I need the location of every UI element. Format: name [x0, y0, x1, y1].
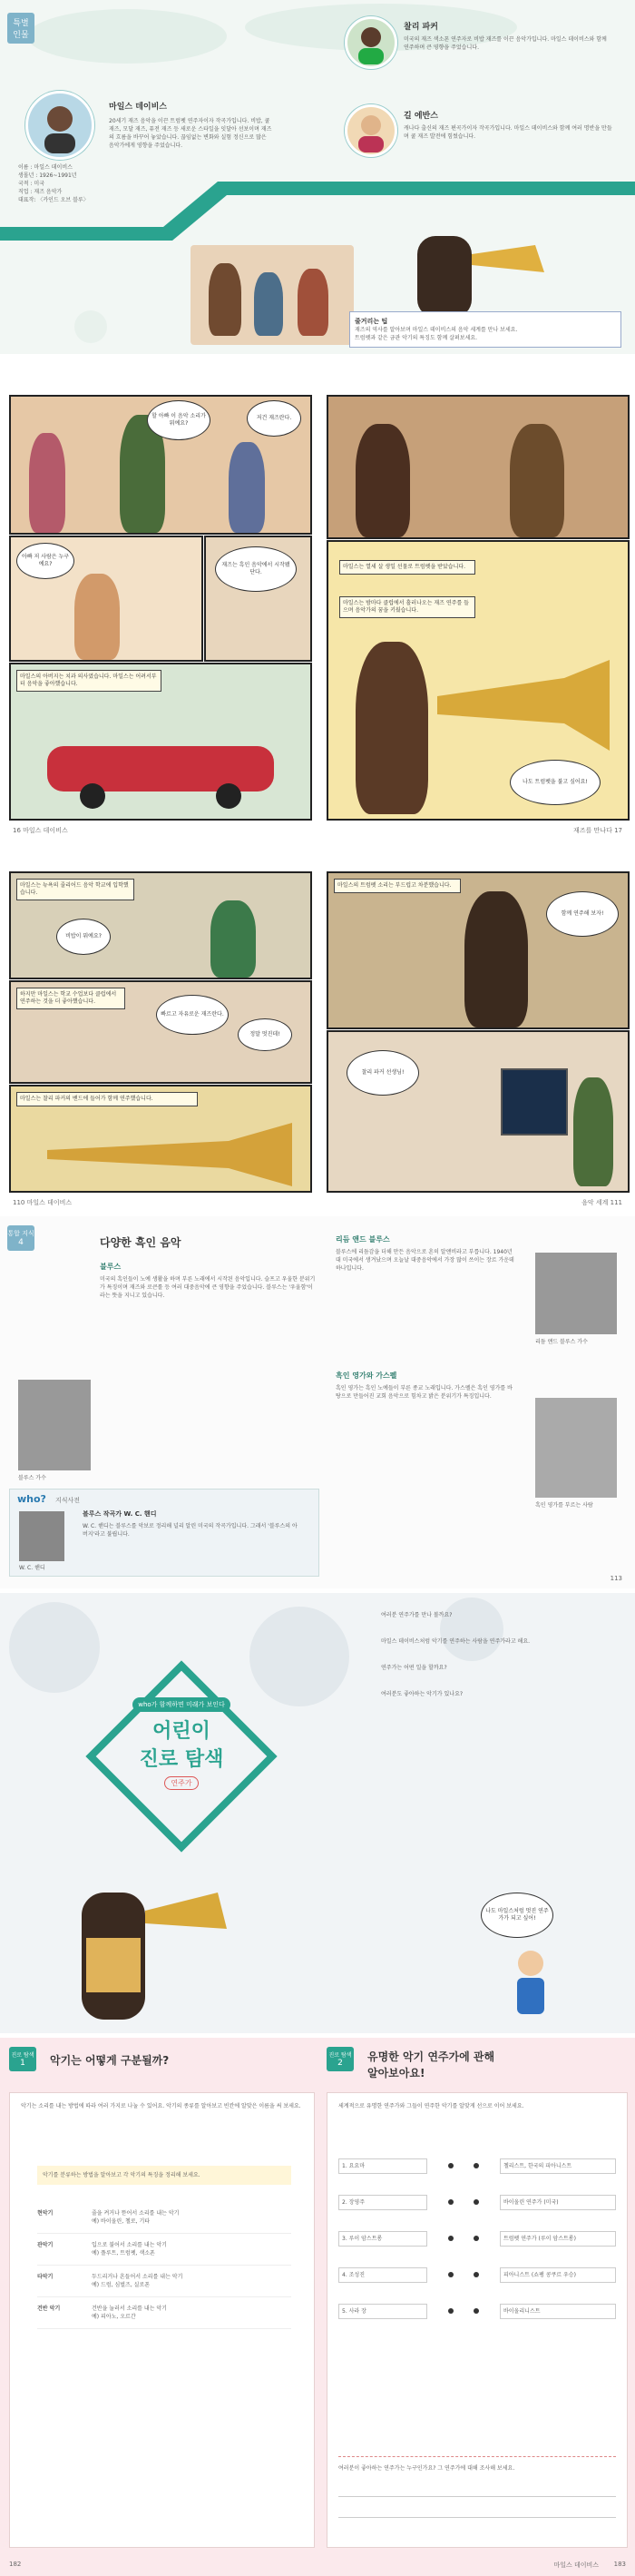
- category-info: [92, 2273, 291, 2289]
- comic-panel: [9, 980, 312, 1084]
- tag-text: 진로 탐색: [11, 2052, 34, 2059]
- comic-caption: 마일스는 뉴욕의 줄리어드 음악 학교에 입학했습니다.: [16, 879, 134, 900]
- speech-bubble: 나도 마일스처럼 멋진 연주가가 되고 싶어!: [481, 1893, 553, 1938]
- match-dot[interactable]: [448, 2163, 454, 2168]
- player-name: 3. 루이 암스트롱: [338, 2231, 427, 2247]
- comic-caption: 마일스는 찰리 파커의 밴드에 들어가 함께 연주했습니다.: [16, 1092, 198, 1106]
- intro-illustration: [190, 245, 354, 345]
- illustrated-figure: [254, 272, 283, 336]
- person3-bio: 캐나다 출신의 재즈 편곡가이자 작곡가입니다. 마일스 데이비스와 함께 여러 명반을 만들며 쿨 재즈 발전에 힘썼습니다.: [404, 125, 612, 140]
- who-box: [9, 1489, 319, 1577]
- career-question: 연주가는 어떤 일을 할까요?: [381, 1665, 447, 1671]
- page-number: 110: [13, 1199, 25, 1206]
- page-number-left: [13, 826, 68, 835]
- worksheet-tag: [9, 2047, 36, 2071]
- sec1-block: [100, 1262, 318, 1300]
- tip-item: 트럼펫과 같은 금관 악기의 특징도 함께 살펴보세요.: [355, 335, 478, 341]
- person-icon: [347, 107, 395, 154]
- category-name: 관악기: [37, 2242, 54, 2248]
- category-name: 현악기: [37, 2210, 54, 2217]
- gil-evans-portrait: [345, 104, 397, 157]
- page-number: 113: [610, 1575, 622, 1582]
- comic-panel-sax: [327, 871, 630, 1029]
- page-header-label: 마일스 데이비스: [26, 1199, 73, 1206]
- person3-block: [404, 109, 612, 141]
- comic-panel: [327, 1030, 630, 1193]
- left-worksheet: [9, 2047, 313, 2568]
- handy-photo: [19, 1511, 64, 1561]
- profile-line: 생몰년 : 1926~1991년: [18, 172, 77, 179]
- match-dot[interactable]: [474, 2272, 479, 2277]
- who-label: who?: [17, 1493, 46, 1505]
- match-dot[interactable]: [448, 2236, 454, 2241]
- tag-number: 4: [18, 1238, 24, 1247]
- intro-section: [0, 0, 635, 354]
- rnb-photo: [535, 1253, 617, 1334]
- player-name: 2. 장영주: [338, 2195, 427, 2210]
- profile-card: [18, 163, 100, 204]
- photo-caption: 흑인 영가를 부르는 사람: [535, 1502, 593, 1509]
- player-name: 5. 사라 장: [338, 2304, 427, 2319]
- right-footer-text: 여러분이 좋아하는 연주가는 누구인가요? 그 연주가에 대해 조사해 보세요.: [338, 2465, 515, 2472]
- speech-bubble: 나도 트럼펫을 불고 싶어요!: [510, 760, 601, 805]
- person-icon: [347, 19, 395, 66]
- category-row: [37, 2297, 291, 2329]
- blues-photo: [18, 1380, 91, 1470]
- match-row: [338, 2293, 616, 2329]
- tag-number: 2: [337, 2059, 343, 2068]
- category-example: 예) 드럼, 심벌즈, 실로폰: [92, 2282, 151, 2288]
- match-row: [338, 2184, 616, 2220]
- tag-text: 통합 지식: [7, 1230, 34, 1237]
- tips-title: 줄거리는 팁: [355, 318, 388, 325]
- match-row: [338, 2148, 616, 2184]
- trumpet-player-icon: [36, 1856, 236, 2029]
- page-number: 182: [9, 2561, 22, 2568]
- category-desc: 줄을 켜거나 뜯어서 소리를 내는 악기: [92, 2210, 180, 2217]
- player-name: 4. 조성진: [338, 2267, 427, 2283]
- category-row: [37, 2266, 291, 2297]
- speech-bubble: 빠르고 자유로운 재즈란다.: [156, 995, 229, 1035]
- left-intro: 악기는 소리를 내는 방법에 따라 여러 가지로 나눌 수 있어요. 악기의 종류를 알아보고 빈칸에 알맞은 이름을 써 보세요.: [21, 2103, 301, 2109]
- career-section: [0, 1593, 635, 2033]
- tag-top-text: 특별: [13, 19, 29, 28]
- comic-character: [74, 574, 120, 660]
- category-name: 건반 악기: [37, 2306, 61, 2312]
- match-dot[interactable]: [474, 2163, 479, 2168]
- person2-block: [404, 20, 612, 52]
- trumpet-player-illustration: [36, 1856, 236, 2029]
- sec1-text: 미국의 흑인들이 노예 생활을 하며 부른 노래에서 시작된 음악입니다. 슬프고 우울한 분위기가 특징이며 재즈와 로큰롤 등 여러 대중음악에 큰 영향을 주었습니다. 블루스는 '우울함'이라는 뜻을 지니고 있습니다.: [100, 1276, 316, 1299]
- section-tag: [7, 1225, 34, 1251]
- speech-bubble: 비밥이 뭐예요?: [56, 919, 111, 955]
- tips-box: [349, 311, 621, 348]
- sec3-text: 흑인 영가는 흑인 노예들이 부른 종교 노래입니다. 가스펠은 흑인 영가를 바탕으로 만들어진 교회 음악으로 힘차고 밝은 분위기가 특징입니다.: [336, 1385, 513, 1400]
- comic-caption: 마일스는 밤마다 클럽에서 흘러나오는 재즈 연주를 들으며 음악가의 꿈을 키웠습니다.: [339, 596, 475, 618]
- comic-character: [464, 891, 528, 1027]
- page-number-right: [573, 826, 622, 835]
- answer-option: 첼리스트, 한국의 피아니스트: [500, 2158, 616, 2174]
- career-badge: who가 함께하면 미래가 보인다: [132, 1697, 230, 1712]
- career-question: 여러분도 좋아하는 악기가 있나요?: [381, 1691, 464, 1697]
- category-info: [92, 2209, 291, 2226]
- answer-option: 바이올리니스트: [500, 2304, 616, 2319]
- section-tag: [7, 13, 34, 44]
- answer-option: 바이올린 연주가 (미국): [500, 2195, 616, 2210]
- comic-character: [29, 433, 65, 533]
- speech-bubble: 함께 연주해 보자!: [546, 891, 619, 937]
- sec3-block: [336, 1371, 517, 1401]
- comic-panel: [204, 536, 312, 662]
- comic-character: [510, 424, 564, 537]
- sec2-title: 리듬 앤드 블루스: [336, 1235, 390, 1244]
- match-dot[interactable]: [474, 2308, 479, 2314]
- comic-caption: 마일스는 열세 살 생일 선물로 트럼펫을 받았습니다.: [339, 560, 475, 575]
- left-note-text: 악기를 분류하는 방법을 알아보고 각 악기의 특징을 정리해 보세요.: [43, 2172, 200, 2178]
- match-dot[interactable]: [474, 2236, 479, 2241]
- category-example: 예) 플루트, 트럼펫, 색소폰: [92, 2250, 155, 2256]
- trumpet-player-drawing: [381, 218, 562, 327]
- answer-line[interactable]: [338, 2485, 616, 2497]
- main-person-block: [109, 100, 272, 150]
- category-row: [37, 2234, 291, 2266]
- left-title: 악기는 어떻게 구분될까?: [50, 2054, 170, 2067]
- match-row: [338, 2256, 616, 2293]
- trumpet-icon: [47, 1123, 301, 1186]
- matching-exercise: [338, 2148, 616, 2329]
- left-card: [9, 2092, 315, 2548]
- comic-panel: [9, 395, 312, 535]
- match-row: [338, 2220, 616, 2256]
- category-table: [37, 2202, 291, 2329]
- footer-brand: 마일스 데이비스: [553, 2561, 599, 2569]
- right-footer-box: [338, 2456, 616, 2518]
- profile-line: 국적 : 미국: [18, 181, 45, 187]
- comic-character: [573, 1077, 613, 1186]
- page-number-left: [13, 1198, 72, 1207]
- speech-bubble: 할 아빠 이 음악 소리가 뭐예요?: [147, 400, 210, 440]
- article-section: [0, 1216, 635, 1588]
- category-info: [92, 2241, 291, 2257]
- match-dot[interactable]: [448, 2272, 454, 2277]
- charlie-parker-portrait: [345, 16, 397, 69]
- main-person-name: 마일스 데이비스: [109, 103, 167, 112]
- who-text: W. C. 핸디는 블루스를 악보로 정리해 널리 알린 미국의 작곡가입니다. 그래서 '블루스의 아버지'라고 불립니다.: [83, 1523, 298, 1538]
- person2-name: 찰리 파커: [404, 23, 438, 32]
- category-name: 타악기: [37, 2274, 54, 2280]
- page-number: 111: [610, 1199, 622, 1206]
- comic-panel-trumpet-close: [9, 1085, 312, 1193]
- photo-caption: 블루스 가수: [18, 1475, 46, 1481]
- who-title: 블루스 작곡가 W. C. 핸디: [83, 1510, 157, 1518]
- trumpet-icon: [437, 651, 619, 760]
- profile-line: 직업 : 재즈 음악가: [18, 189, 63, 195]
- answer-line[interactable]: [338, 2506, 616, 2518]
- comic-panel: [9, 536, 203, 662]
- article-title: 다양한 흑인 음악: [100, 1236, 181, 1249]
- tag-number: 1: [20, 2059, 25, 2068]
- career-title-line1: 어린이: [152, 1720, 210, 1743]
- category-row: [37, 2202, 291, 2234]
- page-number: 17: [614, 827, 622, 834]
- speech-bubble: 저건 재즈란다.: [247, 400, 301, 437]
- comic-character: [356, 642, 428, 814]
- speech-bubble: 재즈는 흑인 음악에서 시작됐단다.: [215, 546, 297, 592]
- main-person-bio: 20세기 재즈 음악을 이끈 트럼펫 연주자이자 작곡가입니다. 비밥, 쿨 재즈, 모달 재즈, 퓨전 재즈 등 새로운 스타일을 잇달아 선보이며 재즈의 흐름을 바꾸어 놓았습니다. 끊임없는 변화와 실험 정신으로 많은 음악가에게 영향을 주었습니다.: [109, 118, 272, 149]
- comic-caption: 마일스의 아버지는 치과 의사였습니다. 마일스는 어려서부터 음악을 좋아했습니다.: [16, 670, 161, 692]
- career-title-block: [109, 1693, 254, 1790]
- player-name: 1. 요요마: [338, 2158, 427, 2174]
- page-number: 16: [13, 827, 21, 834]
- worksheet-tag: [327, 2047, 354, 2071]
- category-desc: 입으로 불어서 소리를 내는 악기: [92, 2242, 167, 2248]
- category-desc: 건반을 눌러서 소리를 내는 악기: [92, 2306, 167, 2312]
- match-dot[interactable]: [474, 2199, 479, 2205]
- sec3-title: 흑인 영가와 가스펠: [336, 1372, 397, 1380]
- comic-caption: 마일스의 트럼펫 소리는 부드럽고 차분했습니다.: [334, 879, 461, 893]
- right-title-line2: 알아보아요!: [367, 2067, 425, 2079]
- speech-bubble: 정말 멋진데!: [238, 1018, 292, 1051]
- right-title-line1: 유명한 악기 연주가에 관해: [367, 2050, 495, 2063]
- comic-spread-1: [0, 359, 635, 849]
- category-example: 예) 피아노, 오르간: [92, 2314, 136, 2320]
- photo-caption: W. C. 핸디: [19, 1565, 45, 1571]
- career-question: 여러분 연주가를 만나 볼까요?: [381, 1612, 453, 1618]
- spiritual-photo: [535, 1398, 617, 1498]
- speech-bubble: 아빠 저 사람은 누구예요?: [16, 543, 74, 579]
- career-questions: [381, 1611, 617, 1698]
- match-dot[interactable]: [448, 2308, 454, 2314]
- comic-caption: 하지만 마일스는 학교 수업보다 클럽에서 연주하는 것을 더 좋아했습니다.: [16, 988, 125, 1009]
- page-number-right: [581, 1198, 622, 1207]
- comic-panel-trumpets: [327, 540, 630, 821]
- boy-character: [508, 1947, 553, 2029]
- comic-character: [356, 424, 410, 537]
- record-album: [501, 1068, 568, 1136]
- person3-name: 길 에반스: [404, 112, 438, 121]
- page-number: 183: [613, 2561, 626, 2568]
- answer-option: 피아니스트 (쇼팽 콩쿠르 우승): [500, 2267, 616, 2283]
- boy-icon: [508, 1947, 553, 2029]
- comic-panel: [9, 871, 312, 979]
- profile-line: 이름 : 마일스 데이비스: [18, 164, 73, 171]
- miles-portrait: [25, 91, 94, 160]
- category-desc: 두드리거나 흔들어서 소리를 내는 악기: [92, 2274, 183, 2280]
- left-note: [37, 2166, 291, 2185]
- comic-panel-jazz: [327, 395, 630, 539]
- tag-text: 진로 탐색: [328, 2052, 352, 2059]
- comic-character: [210, 900, 256, 978]
- profile-line: 대표작: 〈카인드 오브 블루〉: [18, 197, 89, 203]
- who-sub: 지식사전: [55, 1497, 81, 1504]
- right-card: [327, 2092, 628, 2548]
- career-title-line2: 진로 탐색: [139, 1748, 224, 1771]
- tag-bottom-text: 인물: [13, 31, 29, 40]
- career-question: 마일스 데이비스처럼 악기를 연주하는 사람을 연주가라고 해요.: [381, 1638, 531, 1645]
- page-header-label: 마일스 데이비스: [23, 827, 68, 834]
- sec2-block: [336, 1234, 517, 1273]
- career-subtitle: 연주가: [164, 1776, 198, 1790]
- worksheet-section: [0, 2038, 635, 2576]
- photo-caption: 리듬 앤드 블루스 가수: [535, 1339, 588, 1345]
- trumpet-icon: [381, 218, 562, 327]
- page-header-label: 재즈를 만나다: [573, 827, 612, 834]
- comic-character: [229, 442, 265, 533]
- answer-option: 트럼펫 연주가 (루이 암스트롱): [500, 2231, 616, 2247]
- person2-bio: 미국의 재즈 색소폰 연주자로 비밥 재즈를 이끈 음악가입니다. 마일스 데이비스와 함께 연주하며 큰 영향을 주었습니다.: [404, 36, 607, 51]
- right-intro: 세계적으로 유명한 연주가와 그들이 연주한 악기를 알맞게 선으로 이어 보세요.: [338, 2103, 524, 2109]
- sec2-text: 블루스에 리듬감을 더해 만든 음악으로 흔히 알앤비라고 부릅니다. 1940년대 미국에서 생겨났으며 오늘날 대중음악에서 가장 많이 쓰이는 장르 가운데 하나입니다.: [336, 1249, 514, 1272]
- illustrated-figure: [209, 263, 241, 336]
- comic-spread-2: [0, 853, 635, 1212]
- tip-item: 재즈의 역사를 알아보며 마일스 데이비스의 음악 세계를 만나 보세요.: [355, 327, 518, 333]
- category-info: [92, 2305, 291, 2321]
- page-header-label: 음악 세계: [581, 1199, 609, 1206]
- illustrated-figure: [298, 269, 328, 336]
- match-dot[interactable]: [448, 2199, 454, 2205]
- category-example: 예) 바이올린, 첼로, 기타: [92, 2218, 151, 2225]
- comic-panel-car: [9, 663, 312, 821]
- person-icon: [28, 93, 92, 157]
- red-car-drawing: [38, 719, 283, 810]
- sec1-title: 블루스: [100, 1263, 122, 1271]
- right-worksheet: [327, 2047, 626, 2569]
- speech-bubble: 찰리 파커 선생님!: [347, 1050, 419, 1096]
